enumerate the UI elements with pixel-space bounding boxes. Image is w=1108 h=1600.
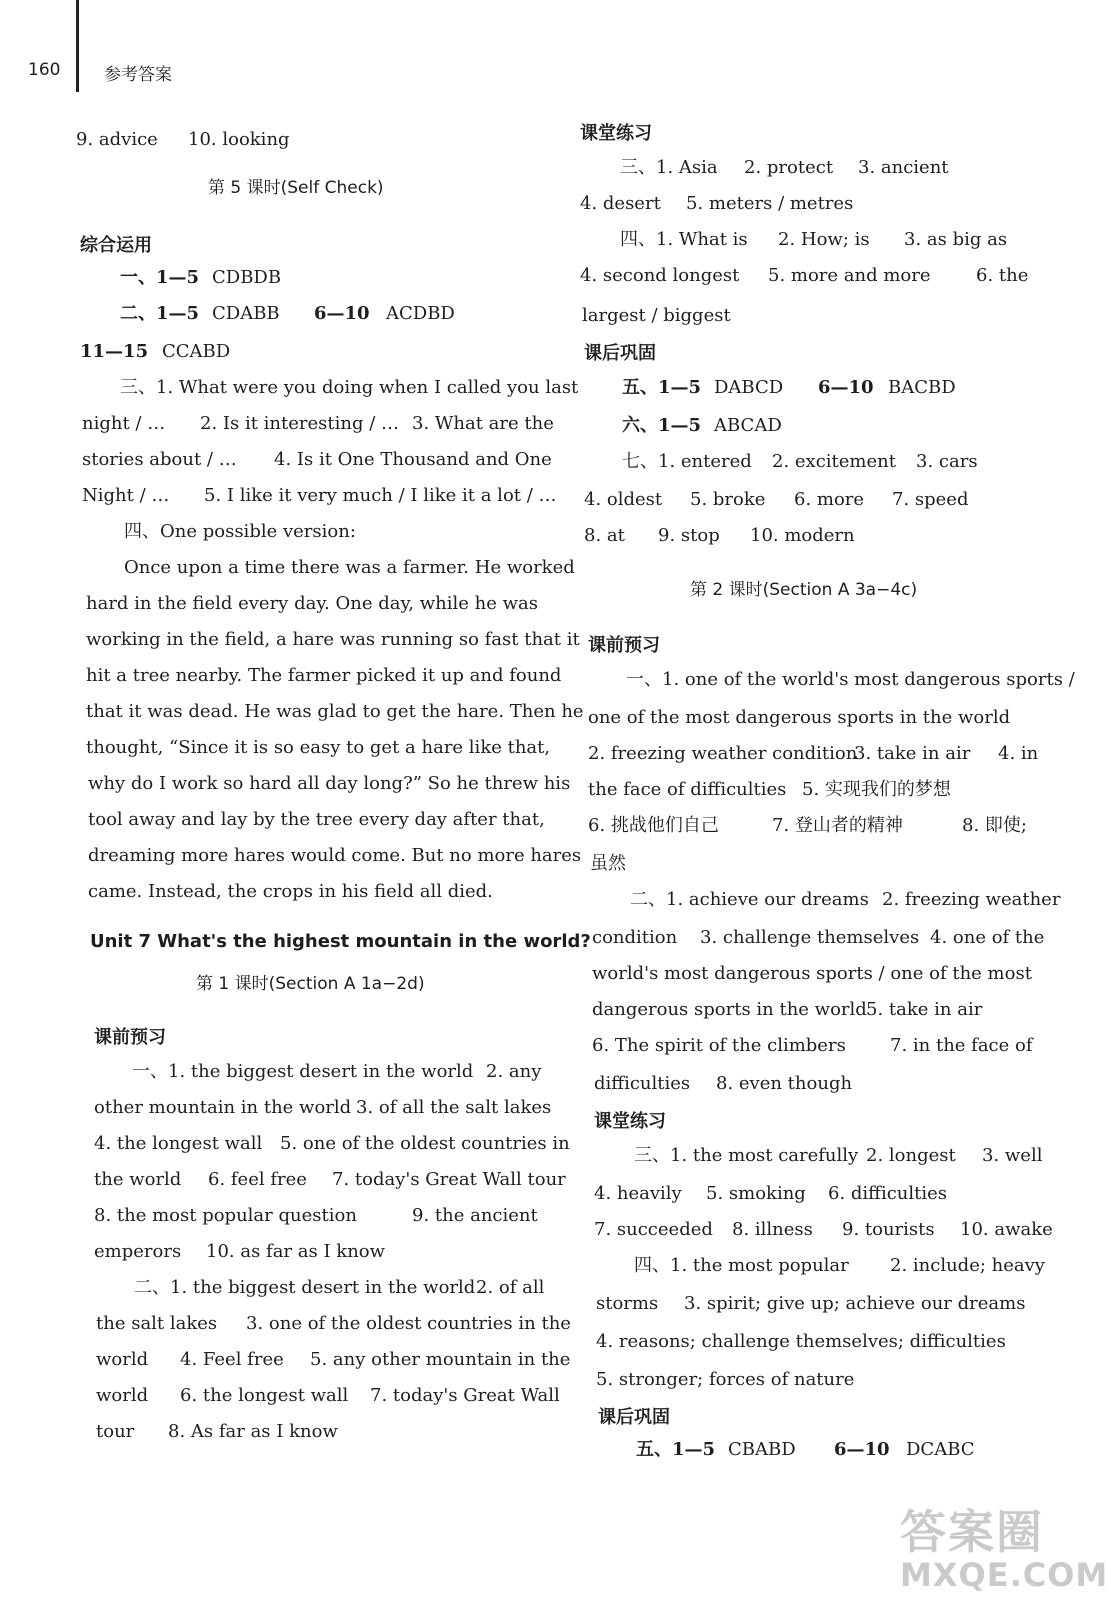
answer-line: 三、1. Asia 2. protect 3. ancient	[620, 157, 949, 178]
answer-line: 四、1. What is 2. How; is 3. as big as	[620, 229, 1008, 250]
lesson-heading: 第 5 课时(Self Check)	[208, 178, 384, 198]
section-title: 课堂练习	[594, 1111, 666, 1132]
answer-line: the salt lakes 3. one of the oldest countries in the	[96, 1313, 571, 1334]
answer-line: largest / biggest	[582, 305, 731, 326]
answer-line: one of the most dangerous sports in the world	[588, 707, 1011, 728]
answer-line: 二、1. achieve our dreams 2. freezing weather	[630, 889, 1061, 910]
answer-line: condition 3. challenge themselves 4. one of the	[592, 927, 1045, 948]
answer-line: 7. succeeded 8. illness 9. tourists 10. awake	[594, 1219, 1053, 1240]
answer-line: 三、1. What were you doing when I called you last	[120, 377, 579, 398]
answer-line: 二、1—5 CDABB 6—10 ACDBD	[120, 303, 455, 324]
section-title: 课前预习	[94, 1027, 166, 1048]
answer-line: 七、1. entered 2. excitement 3. cars	[622, 451, 978, 472]
answer-line: 一、1—5 CDBDB	[120, 267, 282, 288]
section-title: 综合运用	[80, 235, 152, 256]
watermark-logo	[900, 1496, 1108, 1594]
paragraph-line: tool away and lay by the tree every day after that,	[88, 809, 545, 830]
answer-line: Night / … 5. I like it very much / I like it a lot / …	[82, 485, 557, 506]
answer-line: 四、1. the most popular 2. include; heavy	[634, 1255, 1045, 1276]
answer-line: 11—15 CCABD	[80, 341, 231, 362]
paragraph-line: Once upon a time there was a farmer. He worked	[124, 557, 575, 578]
answer-line: difficulties 8. even though	[594, 1073, 853, 1094]
answer-line: 二、1. the biggest desert in the world2. of all	[134, 1277, 545, 1298]
answer-line: 8. at 9. stop 10. modern	[584, 525, 855, 546]
answer-line: storms 3. spirit; give up; achieve our dreams	[596, 1293, 1026, 1314]
section-title: 课后巩固	[598, 1407, 670, 1428]
answer-line: 2. freezing weather condition3. take in air 4. in	[588, 743, 1039, 764]
lesson-heading: 第 1 课时(Section A 1a−2d)	[196, 974, 425, 994]
header-rule	[76, 0, 79, 92]
paragraph-line: working in the field, a hare was running so fast that it	[86, 629, 580, 650]
answer-line: 四、One possible version:	[124, 521, 356, 542]
paragraph-line: thought, “Since it is so easy to get a hare like that,	[86, 737, 551, 758]
section-title: 课堂练习	[580, 123, 652, 144]
answer-line: 一、1. the biggest desert in the world 2. any	[132, 1061, 542, 1082]
paragraph-line: that it was dead. He was glad to get the hare. Then he	[86, 701, 584, 722]
answer-line: 三、1. the most carefully 2. longest 3. well	[634, 1145, 1043, 1166]
section-title: 课前预习	[588, 635, 660, 656]
answer-line: world 6. the longest wall 7. today's Great Wall	[96, 1385, 560, 1406]
unit-heading: Unit 7 What's the highest mountain in the world?	[90, 931, 591, 952]
answer-line: tour 8. As far as I know	[96, 1421, 338, 1442]
answer-line: 五、1—5 DABCD 6—10 BACBD	[622, 377, 956, 398]
answer-line: 五、1—5 CBABD 6—10 DCABC	[636, 1439, 975, 1460]
answer-line: world 4. Feel free 5. any other mountain in the	[96, 1349, 571, 1370]
watermark-text: 答案圈	[900, 1505, 1044, 1559]
lesson-heading: 第 2 课时(Section A 3a−4c)	[690, 580, 918, 600]
paragraph-line: came. Instead, the crops in his field all died.	[88, 881, 493, 902]
answer-line: world's most dangerous sports / one of the most	[592, 963, 1032, 984]
answer-line: 5. stronger; forces of nature	[596, 1369, 855, 1390]
page-title: 参考答案	[104, 65, 172, 85]
answer-line: 六、1—5 ABCAD	[622, 415, 782, 436]
page-number: 160	[28, 60, 61, 80]
paragraph-line: why do I work so hard all day long?” So he threw his	[88, 773, 571, 794]
section-title: 课后巩固	[584, 343, 656, 364]
answer-line: emperors 10. as far as I know	[94, 1241, 386, 1262]
answer-line: other mountain in the world 3. of all the salt lakes	[94, 1097, 552, 1118]
answer-line: night / … 2. Is it interesting / … 3. What are the	[82, 413, 554, 434]
answer-line: stories about / … 4. Is it One Thousand and One	[82, 449, 552, 470]
answer-line: the face of difficulties 5. 实现我们的梦想	[588, 779, 951, 800]
answer-line: 虽然	[590, 853, 626, 874]
answer-line: 4. the longest wall 5. one of the oldest countries in	[94, 1133, 570, 1154]
answer-line: 4. reasons; challenge themselves; difficulties	[596, 1331, 1006, 1352]
answer-line: 一、1. one of the world's most dangerous sports /	[626, 669, 1075, 690]
answer-line: dangerous sports in the world5. take in air	[592, 999, 983, 1020]
answer-line: 4. heavily 5. smoking 6. difficulties	[594, 1183, 948, 1204]
answer-line: 6. 挑战他们自己 7. 登山者的精神 8. 即使;	[588, 815, 1027, 836]
watermark-url: MXQE.COM	[900, 1556, 1108, 1594]
answer-line: 4. second longest 5. more and more 6. the	[580, 265, 1029, 286]
answer-line: the world 6. feel free 7. today's Great Wall tour	[94, 1169, 566, 1190]
answer-line: 8. the most popular question 9. the ancient	[94, 1205, 538, 1226]
answer-line: 4. oldest 5. broke 6. more 7. speed	[584, 489, 969, 510]
paragraph-line: hit a tree nearby. The farmer picked it up and found	[86, 665, 562, 686]
answer-line: 6. The spirit of the climbers 7. in the face of	[592, 1035, 1033, 1056]
answer-line: 9. advice 10. looking	[76, 129, 290, 150]
paragraph-line: hard in the field every day. One day, while he was	[86, 593, 538, 614]
answer-line: 4. desert 5. meters / metres	[580, 193, 854, 214]
paragraph-line: dreaming more hares would come. But no more hares	[88, 845, 582, 866]
